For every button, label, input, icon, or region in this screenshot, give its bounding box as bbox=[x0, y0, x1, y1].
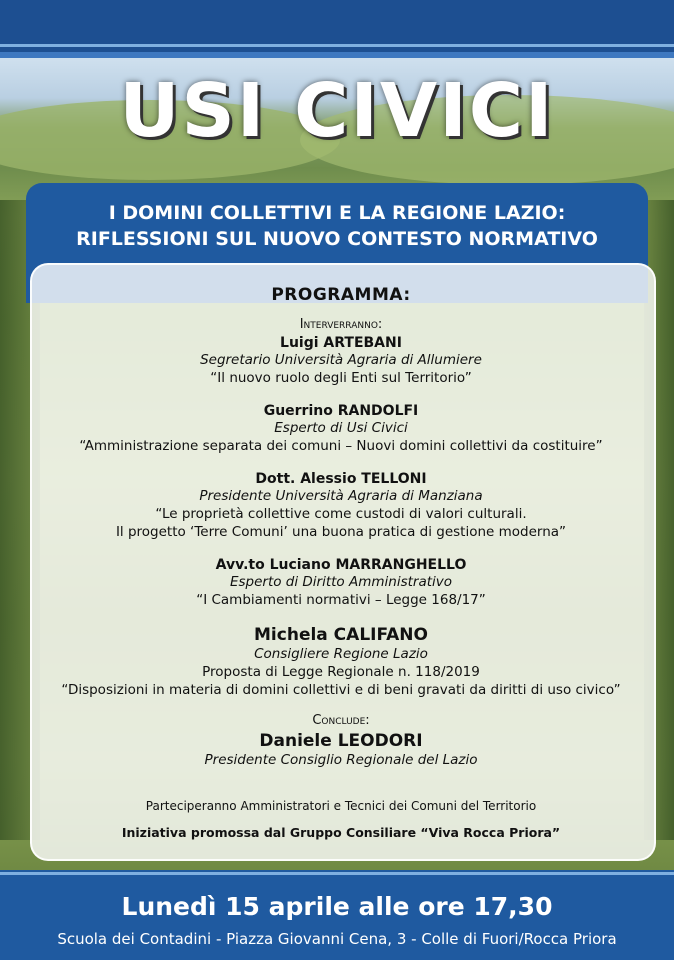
main-title: USI CIVICI bbox=[119, 68, 555, 154]
speaker-role: Consigliere Regione Lazio bbox=[254, 646, 428, 662]
speaker-talk: Proposta di Legge Regionale n. 118/2019 bbox=[202, 664, 480, 680]
speaker-5 bbox=[30, 625, 652, 699]
subtitle-line-1: I DOMINI COLLETTIVI E LA REGIONE LAZIO: bbox=[108, 202, 566, 224]
speaker-2 bbox=[30, 403, 652, 455]
speaker-3 bbox=[30, 471, 652, 541]
speaker-1 bbox=[30, 335, 652, 387]
closing-speaker-name: Daniele LEODORI bbox=[259, 731, 423, 751]
speaker-talk: Il progetto ‘Terre Comuni’ una buona pratica di gestione moderna” bbox=[115, 524, 567, 540]
speaker-name: Michela CALIFANO bbox=[254, 625, 428, 645]
speaker-name: Avv.to Luciano MARRANGHELLO bbox=[215, 557, 467, 573]
top-stripe bbox=[0, 44, 674, 47]
speaker-role: Esperto di Diritto Amministrativo bbox=[229, 574, 453, 590]
conclude-label: Conclude: bbox=[312, 713, 370, 728]
speaker-talk: “Il nuovo ruolo degli Enti sul Territorio” bbox=[210, 370, 472, 386]
subtitle-line-2: RIFLESSIONI SUL NUOVO CONTESTO NORMATIVO bbox=[76, 228, 598, 250]
event-date: Lunedì 15 aprile alle ore 17,30 bbox=[121, 892, 553, 921]
speakers-label: Interverranno: bbox=[299, 317, 383, 332]
speaker-name: Luigi ARTEBANI bbox=[280, 335, 402, 351]
bottom-stripe bbox=[0, 872, 674, 875]
speaker-name: Guerrino RANDOLFI bbox=[263, 403, 419, 419]
subtitle bbox=[26, 200, 648, 252]
program-content bbox=[30, 263, 652, 840]
speaker-talk: “Disposizioni in materia di domini collettivi e di beni gravati da diritti di uso civico” bbox=[61, 682, 621, 698]
event-place: Scuola dei Contadini - Piazza Giovanni Cena, 3 - Colle di Fuori/Rocca Priora bbox=[57, 930, 617, 948]
closing-speaker-role: Presidente Consiglio Regionale del Lazio bbox=[204, 752, 478, 768]
speaker-talk: “I Cambiamenti normativi – Legge 168/17” bbox=[196, 592, 486, 608]
speaker-talk: “Amministrazione separata dei comuni – Nuovi domini collettivi da costituire” bbox=[79, 438, 603, 454]
speaker-name: Dott. Alessio TELLONI bbox=[255, 471, 427, 487]
program-heading: PROGRAMMA: bbox=[271, 285, 411, 305]
speaker-role: Segretario Università Agraria di Allumiere bbox=[200, 352, 482, 368]
participants-note: Parteciperanno Amministratori e Tecnici dei Comuni del Territorio bbox=[145, 799, 537, 813]
speaker-talk: “Le proprietà collettive come custodi di valori culturali. bbox=[155, 506, 527, 522]
speaker-role: Esperto di Usi Civici bbox=[274, 420, 408, 436]
speaker-4 bbox=[30, 557, 652, 609]
promoter-note: Iniziativa promossa dal Gruppo Consiliare “Viva Rocca Priora” bbox=[121, 825, 561, 840]
speaker-role: Presidente Università Agraria di Manziana bbox=[199, 488, 483, 504]
